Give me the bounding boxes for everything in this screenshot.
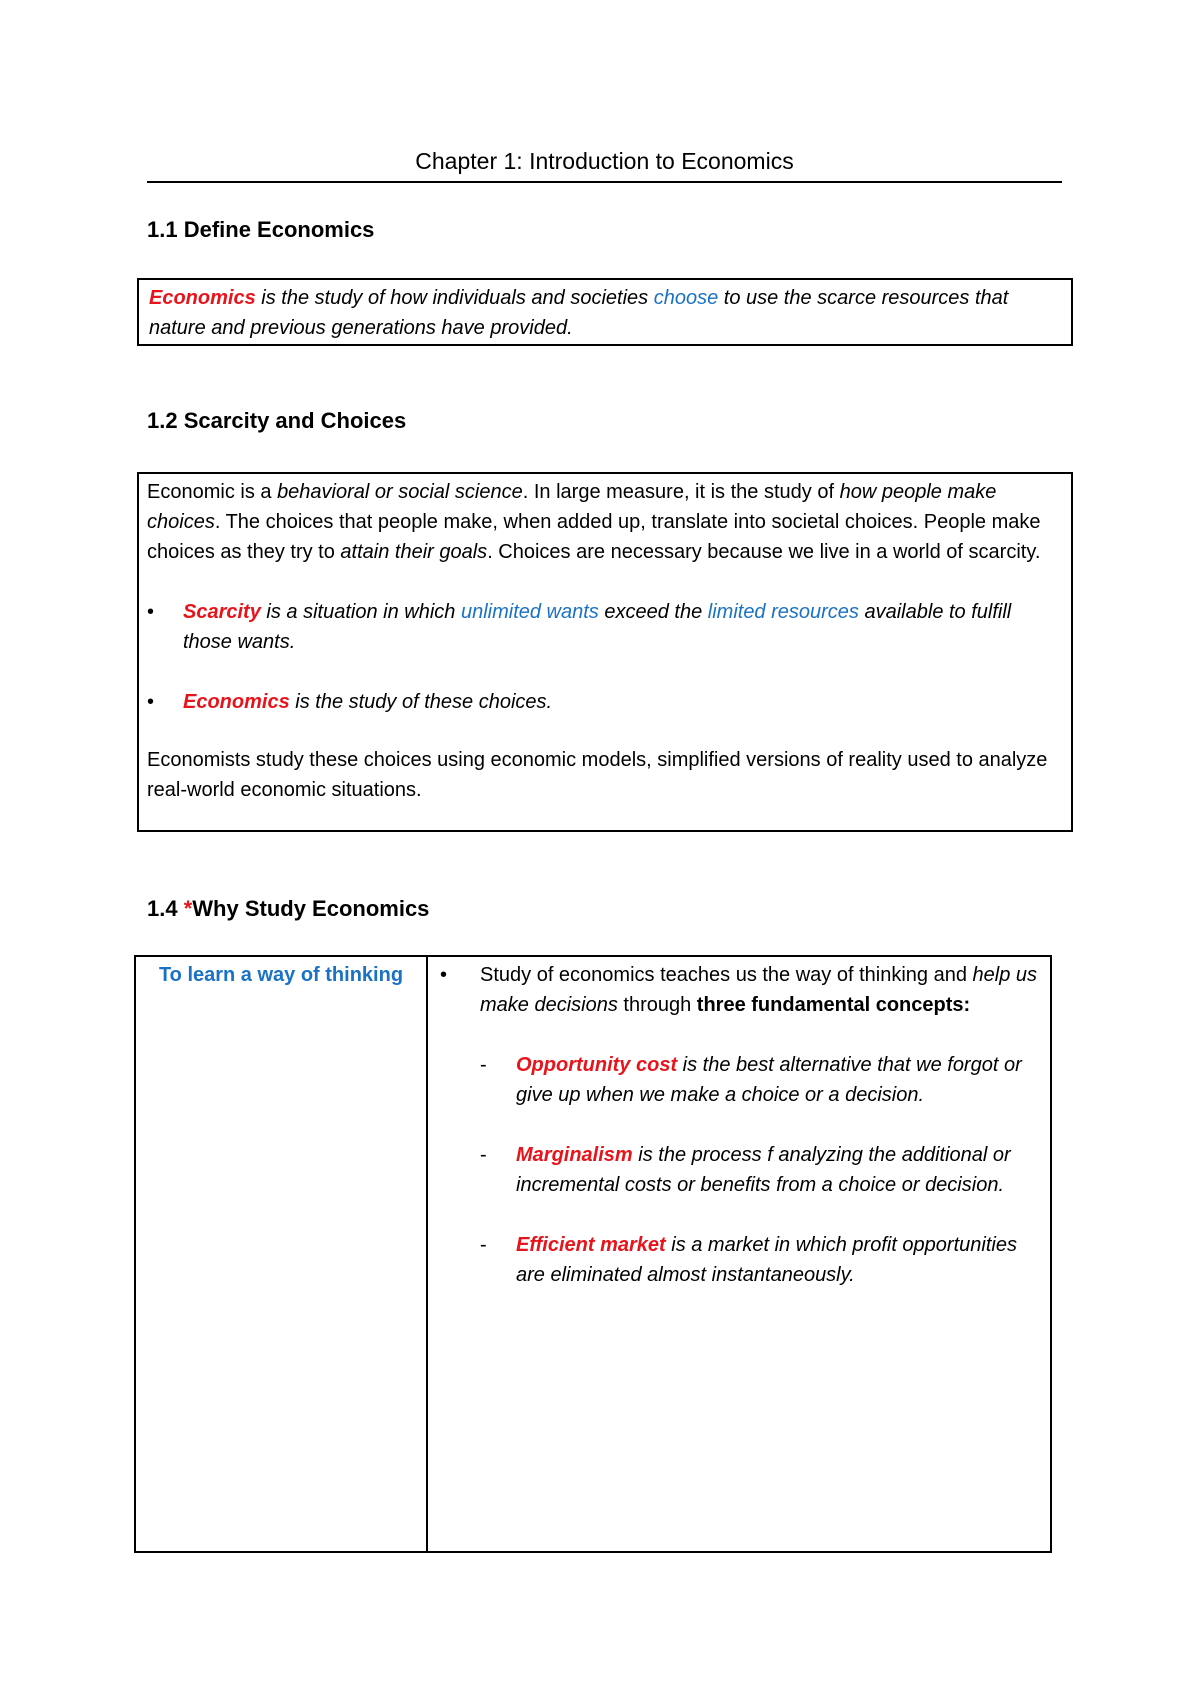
highlight-limited-resources: limited resources [707,601,859,623]
concept-text: is a market in which profit opportunities are eliminated almost instantaneously. [516,1234,1017,1286]
text-bold: three fundamental concepts: [696,994,971,1016]
text-italic: behavioral or social science [277,481,523,503]
concept-text: is the process f analyzing the additional or incremental costs or benefits from a choice or decision. [516,1144,1011,1196]
dash-marker: - [480,1234,487,1256]
scarcity-paragraph [147,477,1063,567]
definition-part: to use the scarce resources that nature and previous generations have provided. [149,287,1009,339]
bullet-icon: • [147,601,155,623]
heading-text: Why Study Economics [192,896,430,921]
dash-marker: - [480,1144,487,1166]
definition-text [149,283,1061,343]
highlight-unlimited-wants: unlimited wants [460,601,599,623]
definition-box [137,278,1073,346]
text-part: is a situation in which [260,601,461,623]
why-study-table [134,955,1052,1553]
table-right-cell [428,957,1050,1551]
dash-marker: - [480,1054,487,1076]
text-part: . Choices are necessary because we live in a world of scarcity. [487,541,1041,563]
models-paragraph: Economists study these choices using economic models, simplified versions of reality used to analyze real-world economic situations. [147,749,1048,801]
text-part: . In large measure, it is the study of [522,481,840,503]
term-economics: Economics [183,691,290,713]
concepts-list [440,1050,1040,1290]
text-part: through [617,994,697,1016]
text-part: Study of economics teaches us the way of thinking and [480,964,973,986]
concept-item [480,1230,1040,1290]
bullet-icon: • [440,964,448,986]
bullet-icon: • [147,691,155,713]
concept-text: is the best alternative that we forgot or give up when we make a choice or a decision. [516,1054,1022,1106]
section-1-2-heading: 1.2 Scarcity and Choices [147,408,407,433]
scarcity-box [137,472,1073,832]
text-part: available to fulfill those wants. [183,601,1012,653]
text-italic: attain their goals [340,541,488,563]
scarcity-bullet-list [147,597,1063,717]
title-underline [147,181,1062,183]
text-part: exceed the [598,601,708,623]
definition-part: is the study of how individuals and societies [255,287,654,309]
heading-star: * [183,896,193,921]
concept-term: Marginalism [516,1144,633,1166]
term-economics: Economics [149,287,256,309]
list-item [147,687,1063,717]
concept-term: Opportunity cost [516,1054,678,1076]
highlight-choose: choose [653,287,719,309]
section-1-1-heading: 1.1 Define Economics [147,217,375,242]
list-item [440,960,1040,1020]
text-part: Economic is a [147,481,278,503]
concept-term: Efficient market [516,1234,666,1256]
section-1-4-heading [147,894,429,924]
text-italic: help us make decisions [480,964,1038,1016]
page-title: Chapter 1: Introduction to Economics [415,148,794,174]
concept-item [480,1050,1040,1110]
concept-item [480,1140,1040,1200]
term-scarcity: Scarcity [183,601,261,623]
text-part: is the study of these choices. [289,691,553,713]
list-item [147,597,1063,657]
text-italic: how people make choices [147,481,997,533]
text-part: . The choices that people make, when added up, translate into societal choices. People make choices as they try to [147,511,1041,563]
table-left-cell: To learn a way of thinking [136,957,428,1551]
heading-number: 1.4 [147,896,184,921]
